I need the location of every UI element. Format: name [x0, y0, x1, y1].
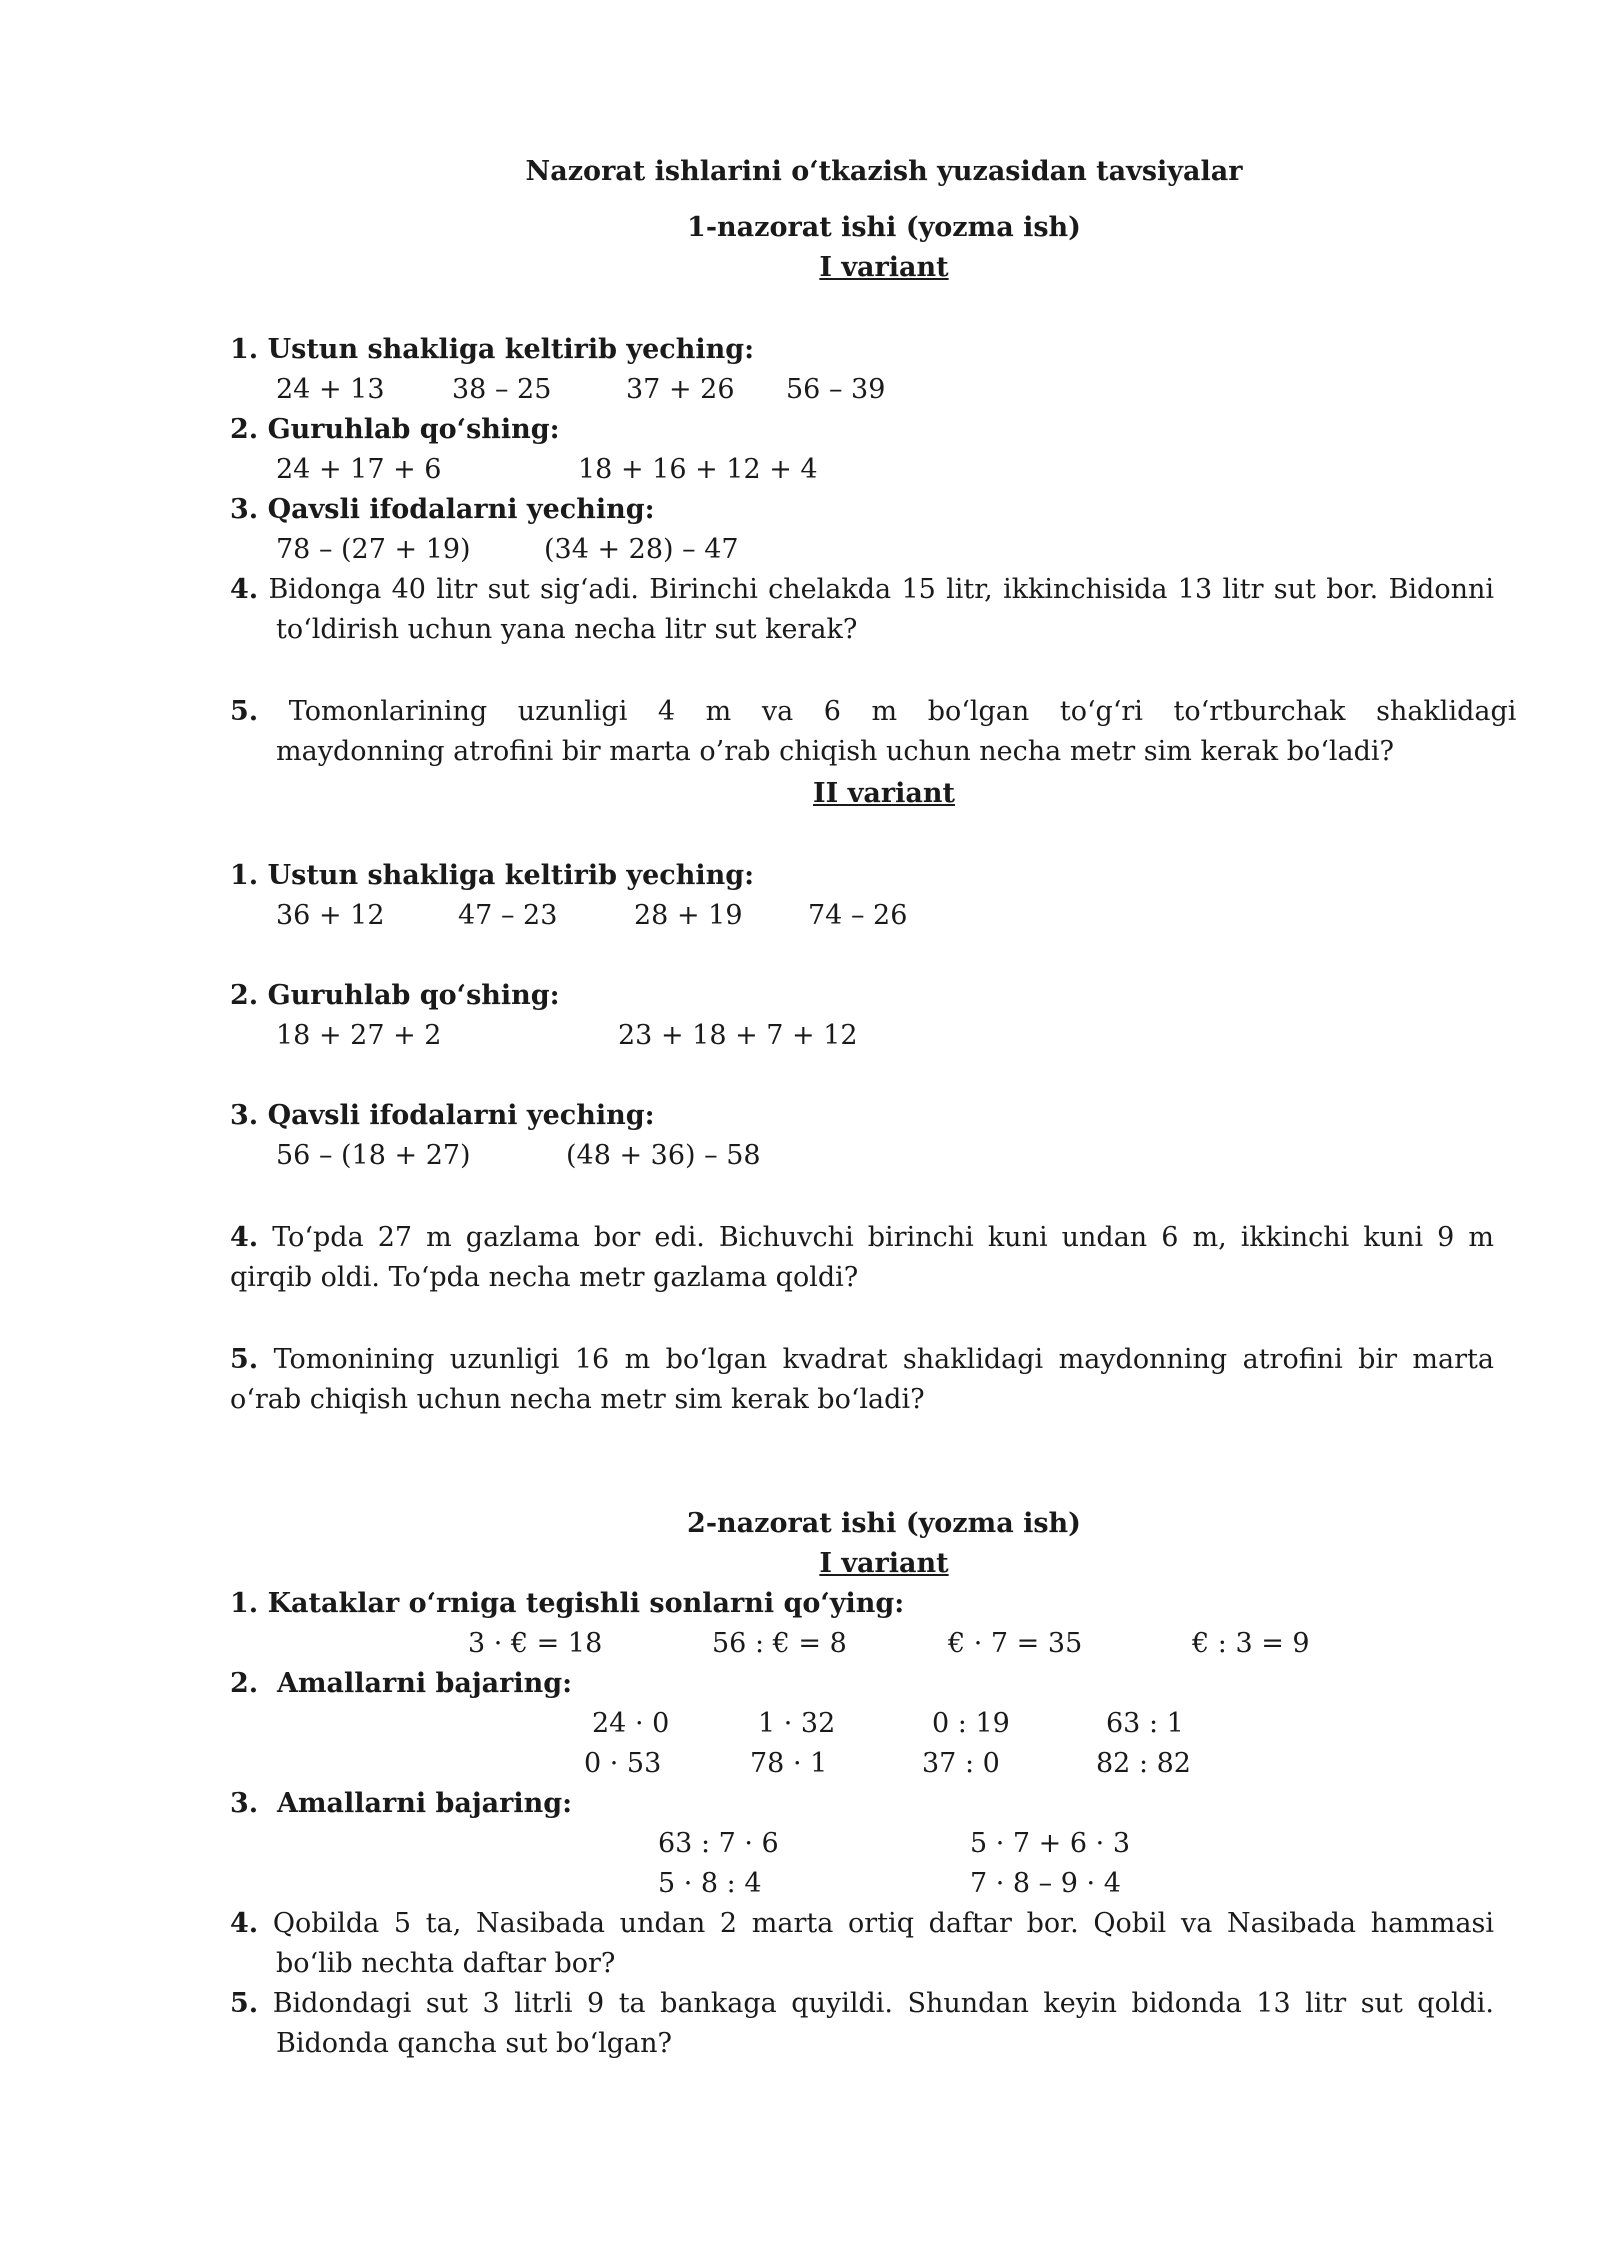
expression: 18 + 27 + 2: [276, 1020, 442, 1051]
w1v2-q2-heading: [230, 976, 560, 1016]
expression: (48 + 36) – 58: [566, 1140, 761, 1171]
expression: 7 · 8 – 9 · 4: [970, 1868, 1121, 1899]
expression: € : 3 = 9: [1192, 1628, 1310, 1659]
w1v2-q5-line2: o‘rab chiqish uchun necha metr sim kerak bo‘ladi?: [230, 1384, 925, 1415]
expression: 38 – 25: [452, 374, 552, 405]
expression: 37 : 0: [922, 1748, 1000, 1779]
question-number: 3.: [230, 494, 259, 525]
expression: 1 · 32: [758, 1708, 836, 1739]
question-text: Tomonlarining uzunligi 4 m va 6 m bo‘lgan to‘g‘ri to‘rtburchak shaklidagi: [288, 696, 1517, 727]
question-number: 4.: [230, 574, 259, 605]
w2v1-q5: [230, 1984, 1494, 2024]
work1-variant2-label: II variant: [813, 778, 955, 809]
expression: 5 · 7 + 6 · 3: [970, 1828, 1130, 1859]
question-number: 5.: [230, 696, 259, 727]
question-text: To‘pda 27 m gazlama bor edi. Bichuvchi birinchi kuni undan 6 m, ikkinchi kuni 9 m: [272, 1222, 1494, 1253]
expression: 3 · € = 18: [468, 1628, 603, 1659]
w1v1-q4-line1: [230, 570, 1494, 610]
question-number: 5.: [230, 1988, 259, 2019]
expression: 23 + 18 + 7 + 12: [618, 1020, 858, 1051]
question-number: 4.: [230, 1908, 259, 1939]
expression: 28 + 19: [634, 900, 743, 931]
question-text: Amallarni bajaring:: [277, 1788, 573, 1819]
expression: 0 : 19: [932, 1708, 1010, 1739]
work1-variant1-label: I variant: [819, 252, 949, 283]
w2v1-q5-line1: [230, 1984, 1494, 2024]
question-number: 2.: [230, 980, 259, 1011]
expression: 47 – 23: [458, 900, 558, 931]
question-number: 1.: [230, 1588, 259, 1619]
question-number: 1.: [230, 334, 259, 365]
question-text: Qavsli ifodalarni yeching:: [267, 1100, 655, 1131]
expression: (34 + 28) – 47: [544, 534, 739, 565]
w1v2-q5: [230, 1340, 1494, 1380]
w1v1-q5-line1: [230, 692, 1517, 732]
question-number: 5.: [230, 1344, 259, 1375]
expression: 18 + 16 + 12 + 4: [578, 454, 818, 485]
expression: 5 · 8 : 4: [658, 1868, 762, 1899]
question-number: 1.: [230, 860, 259, 891]
w1v2-q4-line2: qirqib oldi. To‘pda necha metr gazlama qoldi?: [230, 1262, 859, 1293]
expression: € · 7 = 35: [948, 1628, 1083, 1659]
expression: 74 – 26: [808, 900, 908, 931]
w2v1-q1-heading: [230, 1584, 904, 1624]
question-text: Guruhlab qo‘shing:: [267, 980, 560, 1011]
w2v1-q4: [230, 1904, 1494, 1944]
question-text: Bidonga 40 litr sut sig‘adi. Birinchi chelakda 15 litr, ikkinchisida 13 litr sut bor. Bidonni: [268, 574, 1495, 605]
question-text: Tomonining uzunligi 16 m bo‘lgan kvadrat shaklidagi maydonning atrofini bir marta: [273, 1344, 1494, 1375]
w1v1-q5: [230, 692, 1517, 732]
question-number: 3.: [230, 1100, 259, 1131]
w1v1-q4: [230, 570, 1494, 610]
question-number: 3.: [230, 1788, 259, 1819]
w1v1-q1-heading: [230, 330, 754, 370]
w2v1-q2-heading: [230, 1664, 572, 1704]
w2v1-q4-line2: bo‘lib nechta daftar bor?: [276, 1948, 616, 1979]
expression: 56 : € = 8: [712, 1628, 847, 1659]
w1v2-q4: [230, 1218, 1494, 1258]
w1v1-q3-heading: [230, 490, 655, 530]
w1v2-q5-line1: [230, 1340, 1494, 1380]
question-text: Guruhlab qo‘shing:: [267, 414, 560, 445]
question-text: Ustun shakliga keltirib yeching:: [267, 334, 755, 365]
expression: 63 : 1: [1106, 1708, 1184, 1739]
expression: 82 : 82: [1096, 1748, 1191, 1779]
expression: 56 – (18 + 27): [276, 1140, 471, 1171]
expression: 78 · 1: [750, 1748, 828, 1779]
expression: 0 · 53: [584, 1748, 662, 1779]
w2v1-q3-heading: [230, 1784, 572, 1824]
question-text: Ustun shakliga keltirib yeching:: [267, 860, 755, 891]
document-title: Nazorat ishlarini o‘tkazish yuzasidan tavsiyalar: [525, 156, 1243, 187]
work1-heading: 1-nazorat ishi (yozma ish): [687, 212, 1081, 243]
expression: 24 + 17 + 6: [276, 454, 442, 485]
w2v1-q5-line2: Bidonda qancha sut bo‘lgan?: [276, 2028, 673, 2059]
expression: 24 · 0: [592, 1708, 670, 1739]
expression: 63 : 7 · 6: [658, 1828, 779, 1859]
question-text: Kataklar o‘rniga tegishli sonlarni qo‘ying:: [267, 1588, 905, 1619]
expression: 24 + 13: [276, 374, 385, 405]
work2-heading: 2-nazorat ishi (yozma ish): [687, 1508, 1081, 1539]
question-number: 4.: [230, 1222, 259, 1253]
question-number: 2.: [230, 1668, 259, 1699]
expression: 56 – 39: [786, 374, 886, 405]
expression: 37 + 26: [626, 374, 735, 405]
expression: 36 + 12: [276, 900, 385, 931]
w1v2-q3-heading: [230, 1096, 655, 1136]
w1v2-q4-line1: [230, 1218, 1494, 1258]
question-text: Qavsli ifodalarni yeching:: [267, 494, 655, 525]
w2v1-q4-line1: [230, 1904, 1494, 1944]
expression: 78 – (27 + 19): [276, 534, 471, 565]
question-text: Bidondagi sut 3 litrli 9 ta bankaga quyildi. Shundan keyin bidonda 13 litr sut qoldi.: [272, 1988, 1494, 2019]
w1v2-q1-heading: [230, 856, 754, 896]
question-text: Amallarni bajaring:: [277, 1668, 573, 1699]
w1v1-q2-heading: [230, 410, 560, 450]
work2-variant1-label: I variant: [819, 1548, 949, 1579]
question-number: 2.: [230, 414, 259, 445]
question-text: Qobilda 5 ta, Nasibada undan 2 marta ortiq daftar bor. Qobil va Nasibada hammasi: [272, 1908, 1494, 1939]
w1v1-q5-line2: maydonning atrofini bir marta o’rab chiqish uchun necha metr sim kerak bo‘ladi?: [276, 736, 1394, 767]
w1v1-q4-line2: to‘ldirish uchun yana necha litr sut kerak?: [276, 614, 858, 645]
